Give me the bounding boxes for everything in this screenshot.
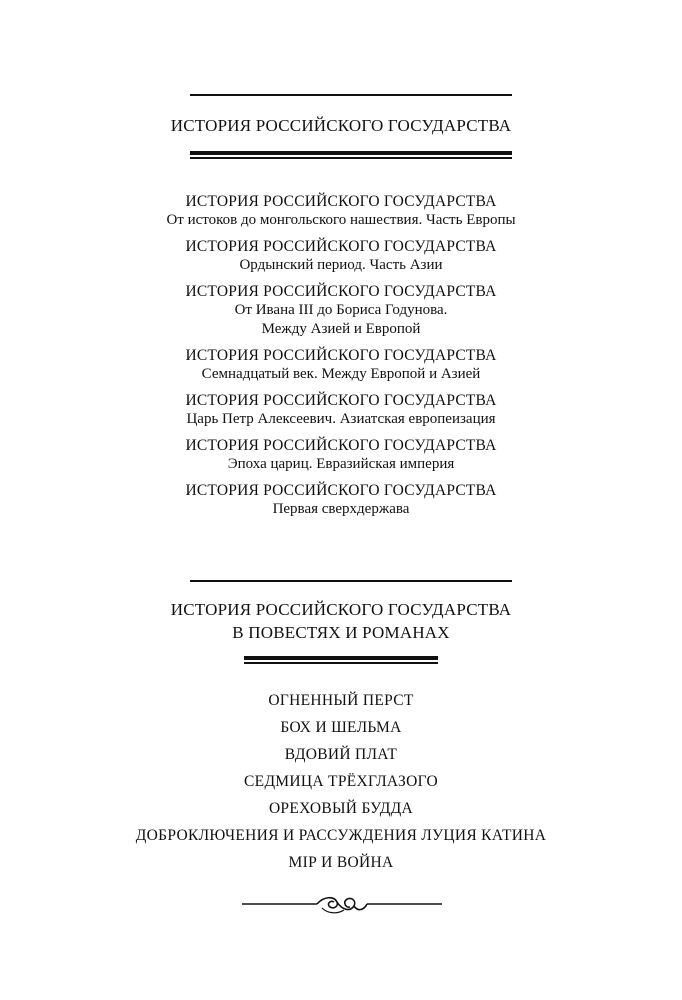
top-rule (190, 94, 512, 96)
series-title: ИСТОРИЯ РОССИЙСКОГО ГОСУДАРСТВА (185, 482, 497, 499)
series-title: ИСТОРИЯ РОССИЙСКОГО ГОСУДАРСТВА (185, 238, 497, 255)
section-heading-1: ИСТОРИЯ РОССИЙСКОГО ГОСУДАРСТВА (170, 116, 512, 135)
book-subtitle: Ордынский период. Часть Азии (239, 257, 443, 273)
series-title: ИСТОРИЯ РОССИЙСКОГО ГОСУДАРСТВА (185, 193, 497, 210)
heading-underline-1 (190, 151, 512, 159)
series-title: ИСТОРИЯ РОССИЙСКОГО ГОСУДАРСТВА (185, 437, 497, 454)
flourish-ornament-icon (242, 890, 442, 920)
series-title: ИСТОРИЯ РОССИЙСКОГО ГОСУДАРСТВА (185, 392, 497, 409)
book-subtitle: Между Азией и Европой (261, 321, 421, 337)
heading-underline-2 (244, 656, 438, 664)
novel-title: СЕДМИЦА ТРЁХГЛАЗОГО (244, 773, 438, 790)
book-entry (0, 237, 682, 275)
novel-list (0, 687, 682, 876)
novel-title: ОГНЕННЫЙ ПЕРСТ (268, 692, 414, 709)
book-subtitle: Семнадцатый век. Между Европой и Азией (201, 366, 481, 382)
book-entry (0, 481, 682, 519)
novel-title: ОРЕХОВЫЙ БУДДА (268, 800, 414, 817)
novel-title: ДОБРОКЛЮЧЕНИЯ И РАССУЖДЕНИЯ ЛУЦИЯ КАТИНА (135, 827, 547, 844)
book-subtitle: Эпоха цариц. Евразийская империя (227, 456, 455, 472)
series-title: ИСТОРИЯ РОССИЙСКОГО ГОСУДАРСТВА (185, 283, 497, 300)
book-entry (0, 391, 682, 429)
book-subtitle: От истоков до монгольского нашествия. Часть Европы (166, 212, 516, 228)
book-entry (0, 282, 682, 339)
novel-title: БОХ И ШЕЛЬМА (280, 719, 402, 736)
section-divider (190, 580, 512, 582)
book-entry (0, 192, 682, 230)
book-entry (0, 436, 682, 474)
section-heading-2-line1: ИСТОРИЯ РОССИЙСКОГО ГОСУДАРСТВА (170, 600, 512, 619)
book-entry (0, 346, 682, 384)
novel-title: ВДОВИЙ ПЛАТ (284, 746, 398, 763)
section-heading-2-line2: В ПОВЕСТЯХ И РОМАНАХ (232, 623, 450, 642)
book-list (0, 192, 682, 526)
series-title: ИСТОРИЯ РОССИЙСКОГО ГОСУДАРСТВА (185, 347, 497, 364)
novel-title: МIР И ВОЙНА (288, 854, 394, 871)
book-subtitle: Первая сверхдержава (272, 501, 410, 517)
book-subtitle: Царь Петр Алексеевич. Азиатская европеизация (186, 411, 496, 427)
book-subtitle: От Ивана III до Бориса Годунова. (234, 302, 448, 318)
